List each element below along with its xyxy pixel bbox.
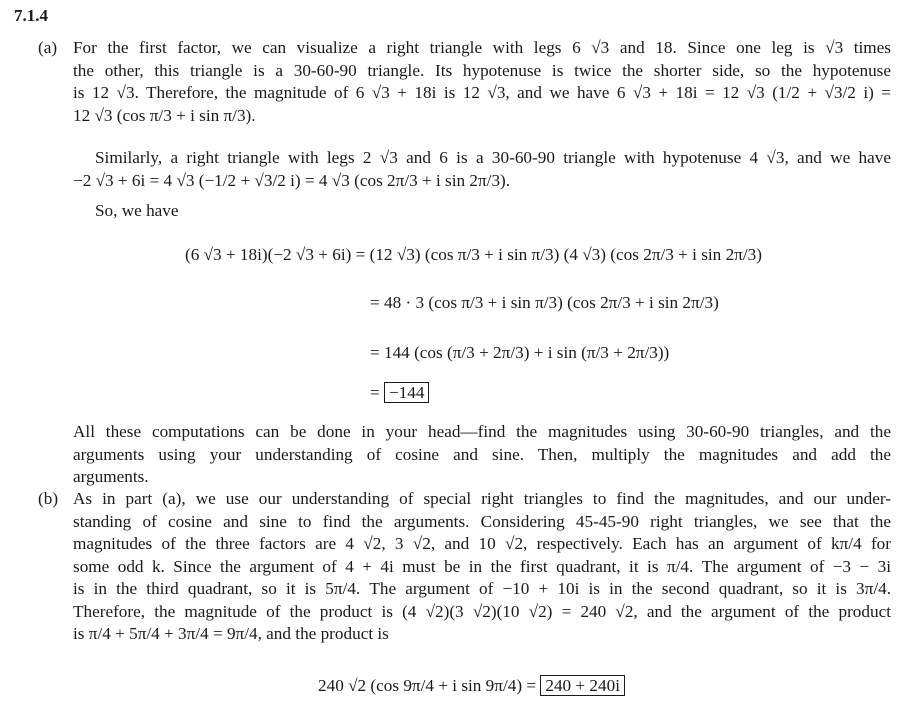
text-line: the other, this triangle is a 30-60-90 triangle. Its hypotenuse is twice the shorter side, so the hypotenuse: [73, 60, 891, 80]
equation-line-2: = 48 · 3 (cos π/3 + i sin π/3) (cos 2π/3 + i sin 2π/3): [370, 293, 719, 312]
text-line: standing of cosine and sine to find the arguments. Considering 45-45-90 right triangles, we see that the: [73, 511, 891, 531]
text-line: All these computations can be done in your head—find the magnitudes using 30-60-90 triangles, and the: [73, 422, 891, 441]
text-line: Similarly, a right triangle with legs 2 √3 and 6 is a 30-60-90 triangle with hypotenuse 4 √3, and we have: [95, 148, 891, 167]
text-line: −2 √3 + 6i = 4 √3 (−1/2 + √3/2 i) = 4 √3 (cos 2π/3 + i sin 2π/3).: [73, 170, 511, 190]
answer-box-a: −144: [384, 382, 429, 403]
text-line: some odd k. Since the argument of 4 + 4i must be in the first quadrant, it is π/4. The argument of −3 − 3i: [73, 556, 891, 576]
text-line: is 12 √3. Therefore, the magnitude of 6 √3 + 18i is 12 √3, and we have 6 √3 + 18i = 12 √3 (1/2 + √3/2 i) =: [73, 83, 891, 102]
exercise-number: 7.1.4: [14, 6, 48, 25]
text-line: is π/4 + 5π/4 + 3π/4 = 9π/4, and the product is: [73, 624, 389, 643]
text-line: arguments.: [73, 467, 149, 486]
text-line: magnitudes of the three factors are 4 √2, 3 √2, and 10 √2, respectively. Each has an argument of kπ/4 for: [73, 534, 891, 553]
part-a-paragraph-4: [73, 421, 891, 489]
text-line: As in part (a), we use our understanding of special right triangles to find the magnitudes, and our under-: [73, 489, 891, 508]
equation-line-1: (6 √3 + 18i)(−2 √3 + 6i) = (12 √3) (cos π/3 + i sin π/3) (4 √3) (cos 2π/3 + i sin 2π/3): [185, 245, 762, 264]
part-b-equation-lhs: 240 √2 (cos 9π/4 + i sin 9π/4) =: [318, 676, 537, 695]
text-line: is in the third quadrant, so it is 5π/4. The argument of −10 + 10i is in the second quadrant, so it is 3π/4.: [73, 579, 891, 598]
answer-box-b: 240 + 240i: [540, 675, 625, 696]
text-line: 12 √3 (cos π/3 + i sin π/3).: [73, 105, 256, 125]
text-line: arguments using your understanding of cosine and sine. Then, multiply the magnitudes and add the: [73, 444, 891, 464]
part-a-paragraph-1: [73, 37, 891, 127]
equation-line-4: = −144: [370, 383, 429, 403]
part-b-equation: [318, 676, 625, 696]
part-b-label: (b): [38, 489, 59, 508]
part-b-paragraph-1: [73, 488, 891, 646]
part-a-label: (a): [38, 38, 58, 57]
text-line: For the first factor, we can visualize a right triangle with legs 6 √3 and 18. Since one leg is √3 times: [73, 38, 891, 57]
text-line: Therefore, the magnitude of the product is (4 √2)(3 √2)(10 √2) = 240 √2, and the argument of the product: [73, 601, 891, 621]
part-a-so-we-have: So, we have: [95, 201, 179, 220]
equation-line-3: = 144 (cos (π/3 + 2π/3) + i sin (π/3 + 2π/3)): [370, 343, 670, 362]
part-a-paragraph-2: [73, 147, 891, 192]
